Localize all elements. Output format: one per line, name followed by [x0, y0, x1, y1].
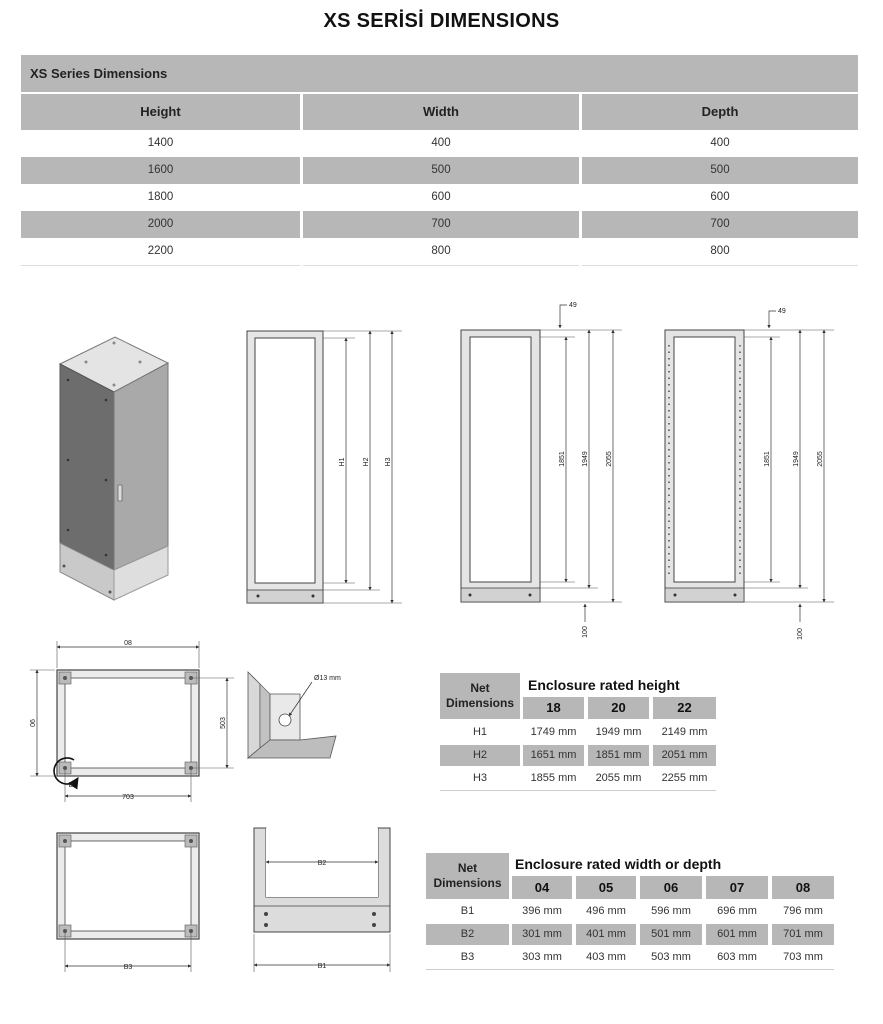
cell-depth: 700 [582, 211, 858, 238]
table-cell: 2051 mm [653, 745, 716, 766]
dim-label-b1: B1 [317, 963, 327, 970]
net-label-line1: Net [470, 681, 490, 695]
row-label: H3 [472, 772, 488, 784]
column-header: 05 [576, 876, 636, 899]
detail-marker-b: B [68, 782, 74, 789]
table-cell: 696 mm [717, 905, 757, 917]
row-label: B3 [460, 951, 475, 963]
cell-height: 2000 [21, 211, 300, 238]
cell-height: 1800 [147, 191, 174, 203]
dim-label-width-top: 08 [124, 640, 132, 647]
cell-height: 1400 [147, 137, 174, 149]
table-cell: 1949 mm [595, 726, 642, 738]
table-cell: 503 mm [651, 951, 691, 963]
dim-label-inner-bottom: 703 [122, 794, 134, 801]
net-label-line1: Net [457, 861, 478, 875]
column-header: 06 [640, 876, 702, 899]
table-cell: 401 mm [576, 924, 636, 945]
table-cell: 596 mm [651, 905, 691, 917]
dim-label-bottom-100: 100 [797, 628, 804, 640]
dim-label-h1: H1 [339, 457, 346, 467]
dim-label-b3: B3 [123, 964, 133, 971]
cell-height: 1600 [21, 157, 300, 184]
table-cell: 703 mm [783, 951, 823, 963]
table-caption: XS Series Dimensions [21, 55, 858, 92]
cell-width: 700 [303, 211, 579, 238]
dim-label-1851: 1851 [764, 451, 771, 467]
dim-label-h2: H2 [363, 457, 370, 467]
column-header: 07 [706, 876, 768, 899]
dim-label-b2: B2 [317, 860, 327, 867]
table-cell: 2055 mm [595, 772, 642, 784]
dim-label-inner-side: 503 [220, 717, 227, 729]
table-cell: 603 mm [717, 951, 757, 963]
column-header: 20 [588, 697, 649, 719]
cell-width: 800 [431, 245, 451, 257]
dim-label-depth-side: 06 [30, 719, 37, 727]
header-depth: Depth [582, 94, 858, 130]
cell-depth: 800 [710, 245, 730, 257]
table-cell: 303 mm [522, 951, 562, 963]
table-cell: 1749 mm [530, 726, 577, 738]
header-height: Height [21, 94, 300, 130]
table-cell: 1855 mm [530, 772, 577, 784]
hole-diameter-label: Ø13 mm [314, 675, 341, 682]
dim-label-top-49: 49 [778, 308, 786, 315]
column-header: 18 [523, 697, 584, 719]
row-label: B2 [426, 924, 509, 945]
net-label-line2: Dimensions [433, 876, 502, 890]
base-front-view [254, 828, 390, 972]
row-label: B1 [460, 905, 475, 917]
cell-width: 600 [431, 191, 451, 203]
table-cell: 701 mm [772, 924, 834, 945]
column-header: 22 [653, 697, 716, 719]
dim-label-1949: 1949 [582, 451, 589, 467]
dim-label-h3: H3 [385, 457, 392, 467]
cell-depth: 600 [710, 191, 730, 203]
cell-depth: 500 [582, 157, 858, 184]
frame-front-view-1 [247, 331, 402, 603]
cell-height: 2200 [147, 245, 174, 257]
dim-label-bottom-100: 100 [582, 626, 589, 638]
bottom-plan-view [57, 833, 199, 972]
cell-width: 500 [303, 157, 579, 184]
height-table-title: Enclosure rated height [528, 677, 680, 693]
row-label: H1 [472, 726, 488, 738]
dim-label-1949: 1949 [793, 451, 800, 467]
page-title: XS SERİSİ DIMENSIONS [323, 10, 560, 32]
row-label: H2 [440, 745, 520, 766]
header-width: Width [303, 94, 579, 130]
table-cell: 301 mm [512, 924, 572, 945]
dim-label-2055: 2055 [817, 451, 824, 467]
net-label-line2: Dimensions [445, 696, 514, 710]
table-cell: 796 mm [783, 905, 823, 917]
dim-label-1851: 1851 [559, 451, 566, 467]
frame-front-view-2 [461, 305, 622, 622]
dim-label-top-49: 49 [569, 302, 577, 309]
dim-label-2055: 2055 [606, 451, 613, 467]
corner-detail-view [248, 672, 336, 758]
cell-width: 400 [431, 137, 451, 149]
frame-front-view-3 [665, 311, 834, 622]
table-cell: 1851 mm [588, 745, 649, 766]
column-header: 04 [512, 876, 572, 899]
table-cell: 2149 mm [661, 726, 708, 738]
column-header: 08 [772, 876, 834, 899]
cabinet-isometric-illustration [60, 337, 168, 600]
table-cell: 496 mm [586, 905, 626, 917]
table-cell: 396 mm [522, 905, 562, 917]
width-table-title: Enclosure rated width or depth [515, 856, 722, 872]
table-cell: 403 mm [586, 951, 626, 963]
table-cell: 501 mm [640, 924, 702, 945]
table-cell: 2255 mm [661, 772, 708, 784]
top-plan-view [30, 641, 234, 802]
cell-depth: 400 [710, 137, 730, 149]
table-cell: 1651 mm [523, 745, 584, 766]
table-cell: 601 mm [706, 924, 768, 945]
